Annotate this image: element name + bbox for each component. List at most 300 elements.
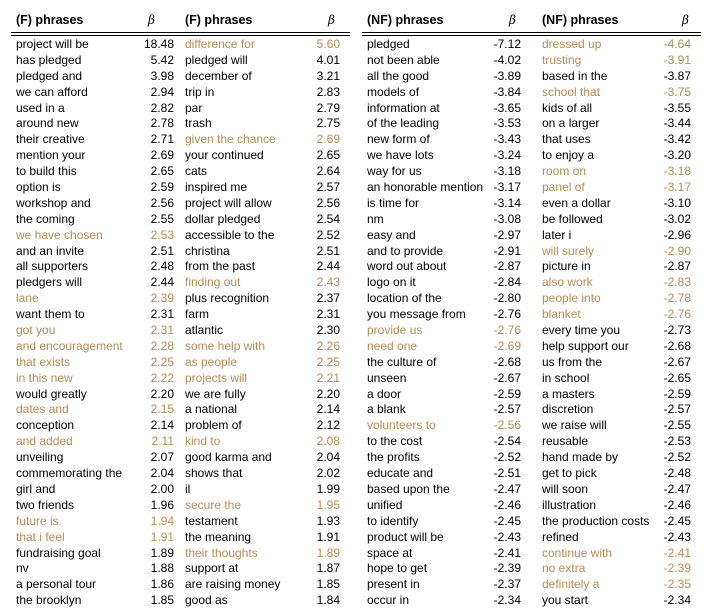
beta-cell: 2.25 (150, 354, 174, 369)
table-row (362, 514, 701, 530)
table-row (11, 450, 350, 466)
table-row (11, 196, 350, 212)
beta-cell: -2.54 (493, 434, 521, 449)
table-row (11, 530, 350, 546)
phrase-cell: all the good (367, 68, 430, 83)
header-phrases-col2: (NF) phrases (542, 13, 619, 27)
table-row (362, 307, 701, 323)
phrase-cell: unveiling (16, 450, 64, 465)
phrase-cell: every time you (542, 323, 621, 338)
phrase-cell: pledged (367, 37, 410, 51)
beta-cell: -2.45 (493, 513, 521, 528)
beta-cell: 2.30 (316, 323, 340, 338)
beta-cell: -2.68 (493, 354, 521, 369)
phrase-cell: some help with (185, 338, 266, 353)
beta-cell: -2.39 (663, 561, 691, 576)
phrase-cell: room on (542, 164, 587, 179)
phrase-cell: in this new (16, 370, 73, 385)
beta-cell: -2.41 (493, 545, 521, 560)
beta-cell: -2.55 (663, 418, 691, 433)
beta-cell: -3.42 (663, 132, 691, 147)
phrase-cell: continue with (542, 545, 613, 560)
beta-cell: 2.52 (316, 227, 340, 242)
header-phrases-col1: (F) phrases (16, 13, 84, 27)
beta-cell: 5.42 (150, 52, 174, 67)
table-row (362, 561, 701, 577)
phrase-cell: blanket (542, 307, 581, 322)
phrase-cell: testament (185, 513, 238, 528)
beta-cell: 2.57 (316, 180, 340, 195)
table-row (11, 418, 350, 434)
phrase-cell: on a larger (542, 116, 600, 131)
beta-cell: -2.69 (493, 338, 521, 353)
beta-cell: -3.10 (663, 195, 691, 210)
phrase-cell: that i feel (16, 529, 65, 544)
phrase-cell: not been able (367, 52, 440, 67)
table-row (11, 387, 350, 403)
phrase-cell: we have lots (367, 148, 434, 163)
phrase-cell: is time for (367, 195, 420, 210)
phrase-cell: word out about (367, 259, 447, 274)
table-row (362, 466, 701, 482)
table-row (362, 164, 701, 180)
phrase-cell: fundraising goal (16, 545, 101, 560)
beta-cell: 1.87 (316, 561, 340, 576)
beta-cell: 1.86 (150, 577, 174, 592)
beta-cell: 3.21 (316, 68, 340, 83)
table-row (11, 498, 350, 514)
beta-cell: 2.07 (150, 450, 174, 465)
phrase-cell: support at (185, 561, 239, 576)
phrase-cell: even a dollar (542, 195, 611, 210)
beta-cell: 1.84 (316, 593, 340, 608)
beta-cell: 2.64 (316, 164, 340, 179)
beta-cell: 2.79 (316, 100, 340, 115)
table-row (362, 323, 701, 339)
table-row (11, 323, 350, 339)
phrase-cell: project will be (16, 37, 89, 51)
phrase-cell: volunteers to (367, 418, 436, 433)
table-row (11, 402, 350, 418)
beta-cell: -2.68 (663, 338, 691, 353)
beta-cell: 2.94 (150, 84, 174, 99)
beta-cell: 2.04 (316, 450, 340, 465)
beta-cell: -2.76 (493, 323, 521, 338)
header-rule-top (362, 32, 701, 33)
table-row (11, 466, 350, 482)
beta-cell: -2.46 (663, 497, 691, 512)
phrase-cell: we are fully (185, 386, 246, 401)
table-row (362, 148, 701, 164)
phrase-cell: will soon (542, 481, 589, 496)
phrase-cell: lane (16, 291, 39, 306)
phrase-cell: good karma and (185, 450, 272, 465)
beta-cell: 2.56 (150, 195, 174, 210)
beta-cell: -2.45 (663, 513, 691, 528)
phrase-cell: models of (367, 84, 420, 99)
beta-cell: 2.21 (316, 370, 340, 385)
table-row (11, 244, 350, 260)
table-header (11, 13, 350, 31)
beta-cell: 1.96 (150, 497, 174, 512)
phrase-cell: will surely (542, 243, 595, 258)
phrase-cell: logo on it (367, 275, 416, 290)
phrase-cell: need one (367, 338, 418, 353)
phrase-cell: accessible to the (185, 227, 275, 242)
table-row (362, 498, 701, 514)
phrase-cell: par (185, 100, 203, 115)
phrase-cell: dressed up (542, 37, 602, 51)
beta-cell: -2.48 (663, 466, 691, 481)
phrase-cell: project will allow (185, 195, 272, 210)
phrase-cell: your continued (185, 148, 264, 163)
table-row (11, 212, 350, 228)
header-beta-col1: β (148, 13, 155, 27)
phrase-cell: picture in (542, 259, 591, 274)
header-phrases-col1: (NF) phrases (367, 13, 444, 27)
beta-cell: -2.59 (493, 386, 521, 401)
phrase-cell: school that (542, 84, 601, 99)
table-row (362, 85, 701, 101)
phrase-cell: unseen (367, 370, 407, 385)
beta-cell: -2.43 (493, 529, 521, 544)
beta-cell: 2.25 (316, 354, 340, 369)
beta-cell: -2.73 (663, 323, 691, 338)
beta-cell: 2.54 (316, 211, 340, 226)
table-row (362, 355, 701, 371)
beta-cell: 2.51 (316, 243, 340, 258)
table-row (362, 546, 701, 562)
table-row (11, 69, 350, 85)
beta-cell: -4.02 (493, 52, 521, 67)
beta-cell: 1.88 (150, 561, 174, 576)
table-row (362, 371, 701, 387)
phrase-cell: difference for (185, 37, 255, 51)
beta-cell: -2.34 (663, 593, 691, 608)
phrase-cell: pledged and (16, 68, 83, 83)
beta-cell: -2.57 (663, 402, 691, 417)
phrase-cell: around new (16, 116, 79, 131)
beta-cell: -3.44 (663, 116, 691, 131)
beta-cell: -2.46 (493, 497, 521, 512)
phrase-cell: occur in (367, 593, 410, 608)
beta-cell: -2.43 (663, 529, 691, 544)
beta-cell: -7.12 (493, 37, 521, 51)
beta-cell: 2.53 (150, 227, 174, 242)
beta-cell: -3.87 (663, 68, 691, 83)
beta-cell: -3.18 (493, 164, 521, 179)
phrase-cell: the meaning (185, 529, 252, 544)
phrase-cell: we can afford (16, 84, 88, 99)
phrase-cell: you message from (367, 307, 466, 322)
phrase-cell: nv (16, 561, 29, 576)
beta-cell: 2.69 (150, 148, 174, 163)
table-row (362, 37, 701, 53)
phrase-cell: panel of (542, 180, 585, 195)
beta-cell: 2.14 (150, 418, 174, 433)
beta-cell: 2.65 (316, 148, 340, 163)
header-phrases-col2: (F) phrases (185, 13, 253, 27)
phrase-cell: as people (185, 354, 238, 369)
beta-cell: -3.75 (663, 84, 691, 99)
beta-cell: 2.44 (316, 259, 340, 274)
phrase-cell: their creative (16, 132, 85, 147)
phrase-cell: finding out (185, 275, 241, 290)
beta-cell: 2.43 (316, 275, 340, 290)
table-row (362, 402, 701, 418)
beta-cell: -3.91 (663, 52, 691, 67)
beta-cell: 2.12 (316, 418, 340, 433)
beta-cell: -2.34 (493, 593, 521, 608)
beta-cell: 2.48 (150, 259, 174, 274)
beta-cell: -2.90 (663, 243, 691, 258)
phrase-cell: discretion (542, 402, 594, 417)
beta-cell: -2.39 (493, 561, 521, 576)
phrase-cell: hope to get (367, 561, 428, 576)
phrase-cell: product will be (367, 529, 444, 544)
beta-cell: -3.55 (663, 100, 691, 115)
phrase-cell: pledgers will (16, 275, 83, 290)
beta-cell: 2.15 (150, 402, 174, 417)
phrase-cell: would greatly (16, 386, 87, 401)
beta-cell: -2.96 (663, 227, 691, 242)
beta-cell: -2.37 (493, 577, 521, 592)
phrase-cell: trusting (542, 52, 582, 67)
phrase-cell: based upon the (367, 481, 450, 496)
beta-cell: -2.97 (493, 227, 521, 242)
table-row (362, 132, 701, 148)
beta-cell: -3.24 (493, 148, 521, 163)
beta-cell: 2.44 (150, 275, 174, 290)
phrase-cell: the brooklyn (16, 593, 82, 608)
beta-cell: -3.17 (493, 180, 521, 195)
beta-cell: 2.20 (316, 386, 340, 401)
table-row (362, 434, 701, 450)
beta-cell: -2.76 (663, 307, 691, 322)
phrase-cell: and to provide (367, 243, 444, 258)
table-row (11, 228, 350, 244)
phrase-cell: december of (185, 68, 252, 83)
beta-cell: -2.80 (493, 291, 521, 306)
table-row (11, 180, 350, 196)
phrase-cell: plus recognition (185, 291, 270, 306)
beta-cell: 2.82 (150, 100, 174, 115)
phrase-cell: secure the (185, 497, 242, 512)
header-beta-col2: β (328, 13, 335, 27)
phrase-cell: projects will (185, 370, 248, 385)
beta-cell: -2.52 (663, 450, 691, 465)
beta-cell: 1.89 (150, 545, 174, 560)
table-row (11, 482, 350, 498)
table-row (11, 593, 350, 609)
phrase-cell: people into (542, 291, 601, 306)
table-row (11, 561, 350, 577)
table-row (362, 228, 701, 244)
phrase-cell: shows that (185, 466, 243, 481)
beta-cell: 1.91 (316, 529, 340, 544)
table-row (362, 530, 701, 546)
phrase-cell: present in (367, 577, 420, 592)
table-row (362, 450, 701, 466)
beta-cell: -3.89 (493, 68, 521, 83)
table-row (11, 85, 350, 101)
phrase-cell: and an invite (16, 243, 85, 258)
table-row (11, 116, 350, 132)
phrase-cell: cats (185, 164, 208, 179)
phrase-cell: new form of (367, 132, 430, 147)
table-row (11, 434, 350, 450)
phrase-cell: definitely a (542, 577, 600, 592)
beta-cell: 3.98 (150, 68, 174, 83)
beta-cell: -2.35 (663, 577, 691, 592)
phrase-cell: later i (542, 227, 572, 242)
table-row (362, 259, 701, 275)
phrase-cell: a door (367, 386, 402, 401)
phrase-cell: and added (16, 434, 73, 449)
phrase-cell: reusable (542, 434, 589, 449)
phrase-cell: be followed (542, 211, 603, 226)
phrase-cell: of the leading (367, 116, 440, 131)
beta-cell: 1.85 (316, 577, 340, 592)
beta-cell: 2.56 (316, 195, 340, 210)
table-row (362, 291, 701, 307)
beta-cell: -2.59 (663, 386, 691, 401)
beta-cell: -2.51 (493, 466, 521, 481)
beta-cell: 2.78 (150, 116, 174, 131)
beta-cell: -2.76 (493, 307, 521, 322)
phrase-cell: provide us (367, 323, 423, 338)
beta-cell: 2.37 (316, 291, 340, 306)
table-row (11, 291, 350, 307)
phrase-cell: us from the (542, 354, 603, 369)
phrase-cell: in school (542, 370, 590, 385)
beta-cell: -2.87 (663, 259, 691, 274)
table-row (11, 355, 350, 371)
phrase-cell: help support our (542, 338, 629, 353)
table-row (11, 307, 350, 323)
beta-cell: 2.39 (150, 291, 174, 306)
table-row (11, 371, 350, 387)
phrase-cell: to enjoy a (542, 148, 595, 163)
phrase-cell: good as (185, 593, 228, 608)
phrase-cell: christina (185, 243, 230, 258)
phrase-cell: given the chance (185, 132, 276, 147)
phrase-cell: want them to (16, 307, 85, 322)
phrase-cell: unified (367, 497, 403, 512)
phrase-cell: also work (542, 275, 593, 290)
beta-cell: 2.26 (316, 338, 340, 353)
table-body (362, 37, 701, 609)
table-row (362, 212, 701, 228)
table-row (362, 116, 701, 132)
beta-cell: 2.00 (150, 481, 174, 496)
beta-cell: 1.91 (150, 529, 174, 544)
beta-cell: -3.08 (493, 211, 521, 226)
phrase-cell: the culture of (367, 354, 437, 369)
phrase-cell: pledged will (185, 52, 248, 67)
header-beta-col2: β (682, 13, 689, 27)
phrase-cell: location of the (367, 291, 442, 306)
beta-cell: -2.84 (493, 275, 521, 290)
beta-cell: -4.64 (663, 37, 691, 51)
beta-cell: 5.60 (316, 37, 340, 51)
phrase-cell: dollar pledged (185, 211, 261, 226)
beta-cell: -3.43 (493, 132, 521, 147)
beta-cell: 1.85 (150, 593, 174, 608)
phrase-cell: the coming (16, 211, 75, 226)
phrase-cell: easy and (367, 227, 416, 242)
table-row (11, 132, 350, 148)
phrase-cell: refined (542, 529, 579, 544)
phrase-cell: conception (16, 418, 75, 433)
phrase-cell: dates and (16, 402, 69, 417)
phrase-cell: and encouragement (16, 338, 123, 353)
table-row (362, 101, 701, 117)
beta-cell: -3.14 (493, 195, 521, 210)
table-row (362, 482, 701, 498)
beta-cell: 1.93 (316, 513, 340, 528)
header-rule-bottom (11, 35, 350, 36)
beta-cell: -2.56 (493, 418, 521, 433)
beta-cell: 2.08 (316, 434, 340, 449)
beta-cell: -2.67 (493, 370, 521, 385)
beta-cell: 2.31 (316, 307, 340, 322)
phrase-cell: trash (185, 116, 212, 131)
beta-cell: 2.28 (150, 338, 174, 353)
phrase-cell: we have chosen (16, 227, 103, 242)
table-header (362, 13, 701, 31)
beta-cell: -2.67 (663, 354, 691, 369)
phrase-cell: commemorating the (16, 466, 123, 481)
phrase-cell: il (185, 481, 191, 496)
beta-cell: -2.87 (493, 259, 521, 274)
beta-cell: -2.65 (663, 370, 691, 385)
table-body (11, 37, 350, 609)
table-row (362, 593, 701, 609)
beta-cell: -3.02 (663, 211, 691, 226)
table-row (11, 514, 350, 530)
beta-cell: -2.91 (493, 243, 521, 258)
beta-cell: 2.51 (150, 243, 174, 258)
beta-cell: 2.59 (150, 180, 174, 195)
beta-cell: -2.57 (493, 402, 521, 417)
table-row (11, 148, 350, 164)
phrase-cell: from the past (185, 259, 256, 274)
beta-cell: 2.75 (316, 116, 340, 131)
beta-cell: -2.78 (663, 291, 691, 306)
phrase-cell: a personal tour (16, 577, 97, 592)
table-row (362, 180, 701, 196)
beta-cell: 2.55 (150, 211, 174, 226)
phrase-cell: space at (367, 545, 413, 560)
phrase-cell: their thoughts (185, 545, 258, 560)
header-beta-col1: β (509, 13, 516, 27)
beta-cell: 1.89 (316, 545, 340, 560)
phrase-cell: inspired me (185, 180, 248, 195)
table-row (362, 69, 701, 85)
beta-cell: -2.52 (493, 450, 521, 465)
beta-cell: 2.14 (316, 402, 340, 417)
table-row (362, 387, 701, 403)
phrase-cell: you start (542, 593, 589, 608)
table-row (11, 37, 350, 53)
phrase-cell: option is (16, 180, 61, 195)
phrase-cell: illustration (542, 497, 597, 512)
phrase-cell: we raise will (542, 418, 607, 433)
phrase-cell: way for us (367, 164, 422, 179)
beta-cell: -2.83 (663, 275, 691, 290)
beta-cell: -3.84 (493, 84, 521, 99)
